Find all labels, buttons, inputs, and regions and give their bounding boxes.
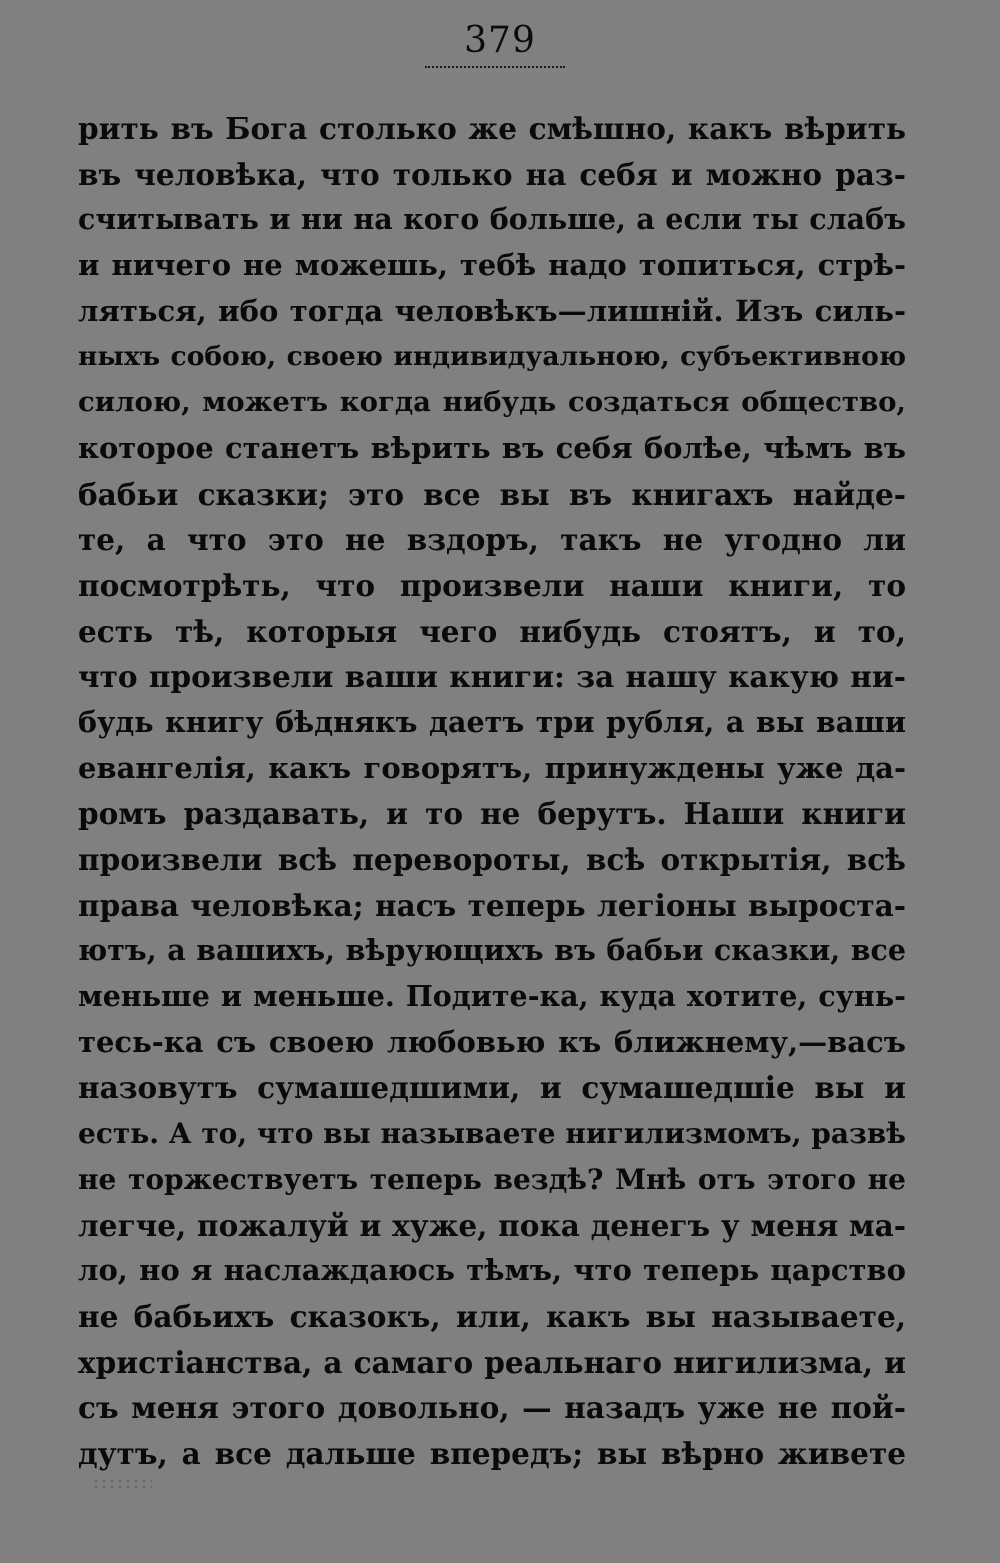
text-line: будь книгу бѣднякъ даетъ три рубля, а вы ваши: [78, 704, 906, 739]
text-line: съ меня этого довольно, — назадъ уже не пой-: [78, 1390, 906, 1426]
text-line: ныхъ собою, своею индивидуальною, субъективною: [78, 341, 906, 373]
text-line: ляться, ибо тогда человѣкъ—лишній. Изъ силь-: [78, 293, 906, 328]
text-line: произвели всѣ перевороты, всѣ открытія, всѣ: [78, 842, 906, 877]
text-line: те, а что это не вздоръ, такъ не угодно ли: [78, 522, 906, 558]
text-line: права человѣка; насъ теперь легіоны выроста-: [78, 887, 906, 923]
text-line: посмотрѣть, что произвели наши книги, то: [78, 567, 906, 603]
page-number: 379: [464, 20, 536, 61]
body-text: [78, 106, 906, 1477]
text-line: которое станетъ вѣрить въ себя болѣе, чѣмъ въ: [78, 430, 906, 465]
text-line: христіанства, а самаго реальнаго нигилизма, и: [78, 1344, 906, 1380]
text-line: назовутъ сумашедшими, и сумашедшіе вы и: [78, 1070, 906, 1106]
text-line: евангелія, какъ говорятъ, принуждены уже да-: [78, 750, 906, 785]
text-line: силою, можетъ когда нибудь создаться общество,: [78, 386, 906, 419]
text-line: ромъ раздавать, и то не берутъ. Наши книги: [78, 796, 906, 832]
text-line: ло, но я наслаждаюсь тѣмъ, что теперь царство: [78, 1253, 906, 1288]
text-line: не бабьихъ сказокъ, или, какъ вы называете,: [78, 1298, 906, 1334]
text-line: въ человѣка, что только на себя и можно раз-: [78, 156, 906, 192]
text-line: рить въ Бога столько же смѣшно, какъ вѣрить: [78, 111, 906, 146]
text-line: меньше и меньше. Подите-ка, куда хотите, сунь-: [78, 979, 906, 1014]
text-line: что произвели ваши книги: за нашу какую ни-: [78, 659, 906, 695]
text-line: и ничего не можешь, тебѣ надо топиться, стрѣ-: [78, 248, 906, 283]
text-line: дутъ, а все дальше впередъ; вы вѣрно живете: [78, 1435, 906, 1471]
text-line: бабьи сказки; это все вы въ книгахъ найде-: [78, 476, 906, 512]
text-line: тесь-ка съ своею любовью къ ближнему,—васъ: [78, 1024, 906, 1059]
scan-artifact: [92, 1478, 152, 1488]
text-line: считывать и ни на кого больше, а если ты слабъ: [78, 202, 906, 237]
text-line: не торжествуетъ теперь вездѣ? Мнѣ отъ этого не: [78, 1162, 906, 1196]
text-line: есть. А то, что вы называете нигилизмомъ, развѣ: [78, 1117, 906, 1151]
text-line: легче, пожалуй и хуже, пока денегъ у меня ма-: [78, 1207, 906, 1243]
text-line: ютъ, а вашихъ, вѣрующихъ въ бабьи сказки, все: [78, 933, 906, 968]
text-line: есть тѣ, которыя чего нибудь стоятъ, и то,: [78, 613, 906, 649]
header-rule: [425, 66, 565, 68]
